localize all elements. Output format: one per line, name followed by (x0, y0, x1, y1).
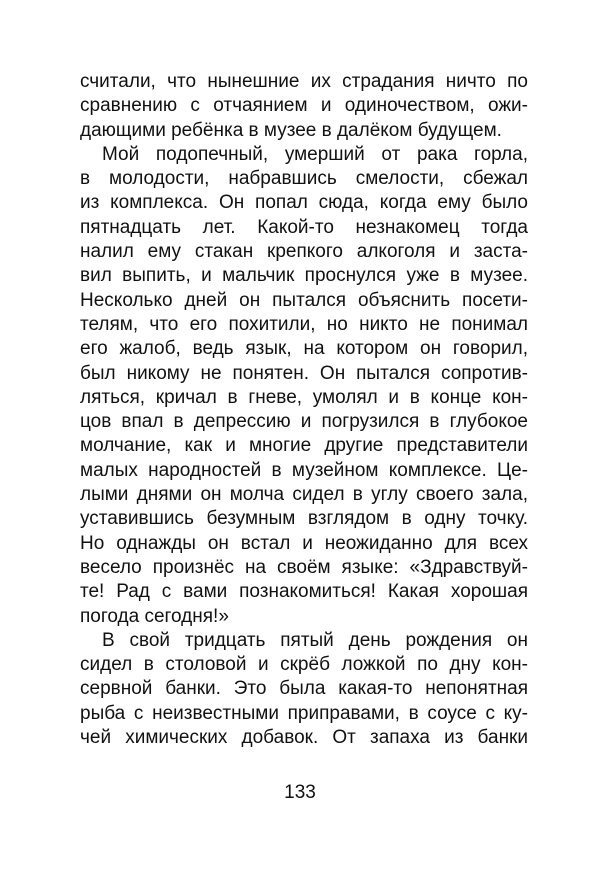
text-line: сервной банки. Это была какая-то непонятная (80, 678, 528, 700)
page-number: 133 (284, 782, 316, 803)
text-line: уставившись безумным взглядом в одну точку. (80, 508, 528, 530)
text-line: пятнадцать лет. Какой-то незнакомец тогда (80, 216, 528, 238)
text-line: дающими ребёнка в музее в далёком будущем. (80, 119, 502, 141)
text-line: чей химических добавок. От запаха из банки (80, 727, 528, 749)
text-line: погода сегодня!» (80, 605, 229, 627)
text-line: ляться, кричал в гневе, умолял и в конце кон- (80, 386, 528, 408)
text-line: лыми днями он молча сидел в углу своего зала, (80, 484, 528, 506)
text-line: телям, что его похитили, но никто не понимал (80, 313, 528, 335)
body-text (80, 70, 528, 750)
text-line: его жалоб, ведь язык, на котором он говорил, (80, 338, 528, 360)
text-line: был никому не понятен. Он пытался сопротив- (80, 362, 528, 384)
text-line: считали, что нынешние их страдания ничто по (80, 71, 528, 92)
paragraph-start-line: Мой подопечный, умерший от рака горла, (102, 143, 528, 165)
paragraph-start-line: В свой тридцать пятый день рождения он (102, 629, 528, 651)
text-line: Несколько дней он пытался объяснить посети- (80, 289, 528, 311)
text-line: весело произнёс на своём языке: «Здравствуй- (80, 556, 528, 578)
text-line: налил ему стакан крепкого алкоголя и заста- (80, 241, 528, 263)
text-line: из комплекса. Он попал сюда, когда ему было (80, 192, 528, 214)
text-line: молчание, как и многие другие представители (80, 435, 528, 457)
text-line: сравнению с отчаянием и одиночеством, ожи- (80, 95, 528, 117)
text-line: в молодости, набравшись смелости, сбежал (80, 168, 528, 190)
text-line: рыба с неизвестными приправами, в соусе с ку- (80, 702, 528, 724)
text-line: Но однажды он встал и неожиданно для всех (80, 532, 528, 554)
text-line: те! Рад с вами познакомиться! Какая хорошая (80, 581, 528, 603)
text-line: цов впал в депрессию и погрузился в глубокое (80, 411, 528, 433)
text-line: вил выпить, и мальчик проснулся уже в музее. (80, 265, 528, 287)
text-line: сидел в столовой и скрёб ложкой по дну кон- (80, 654, 528, 676)
text-line: малых народностей в музейном комплексе. Це- (80, 459, 528, 481)
